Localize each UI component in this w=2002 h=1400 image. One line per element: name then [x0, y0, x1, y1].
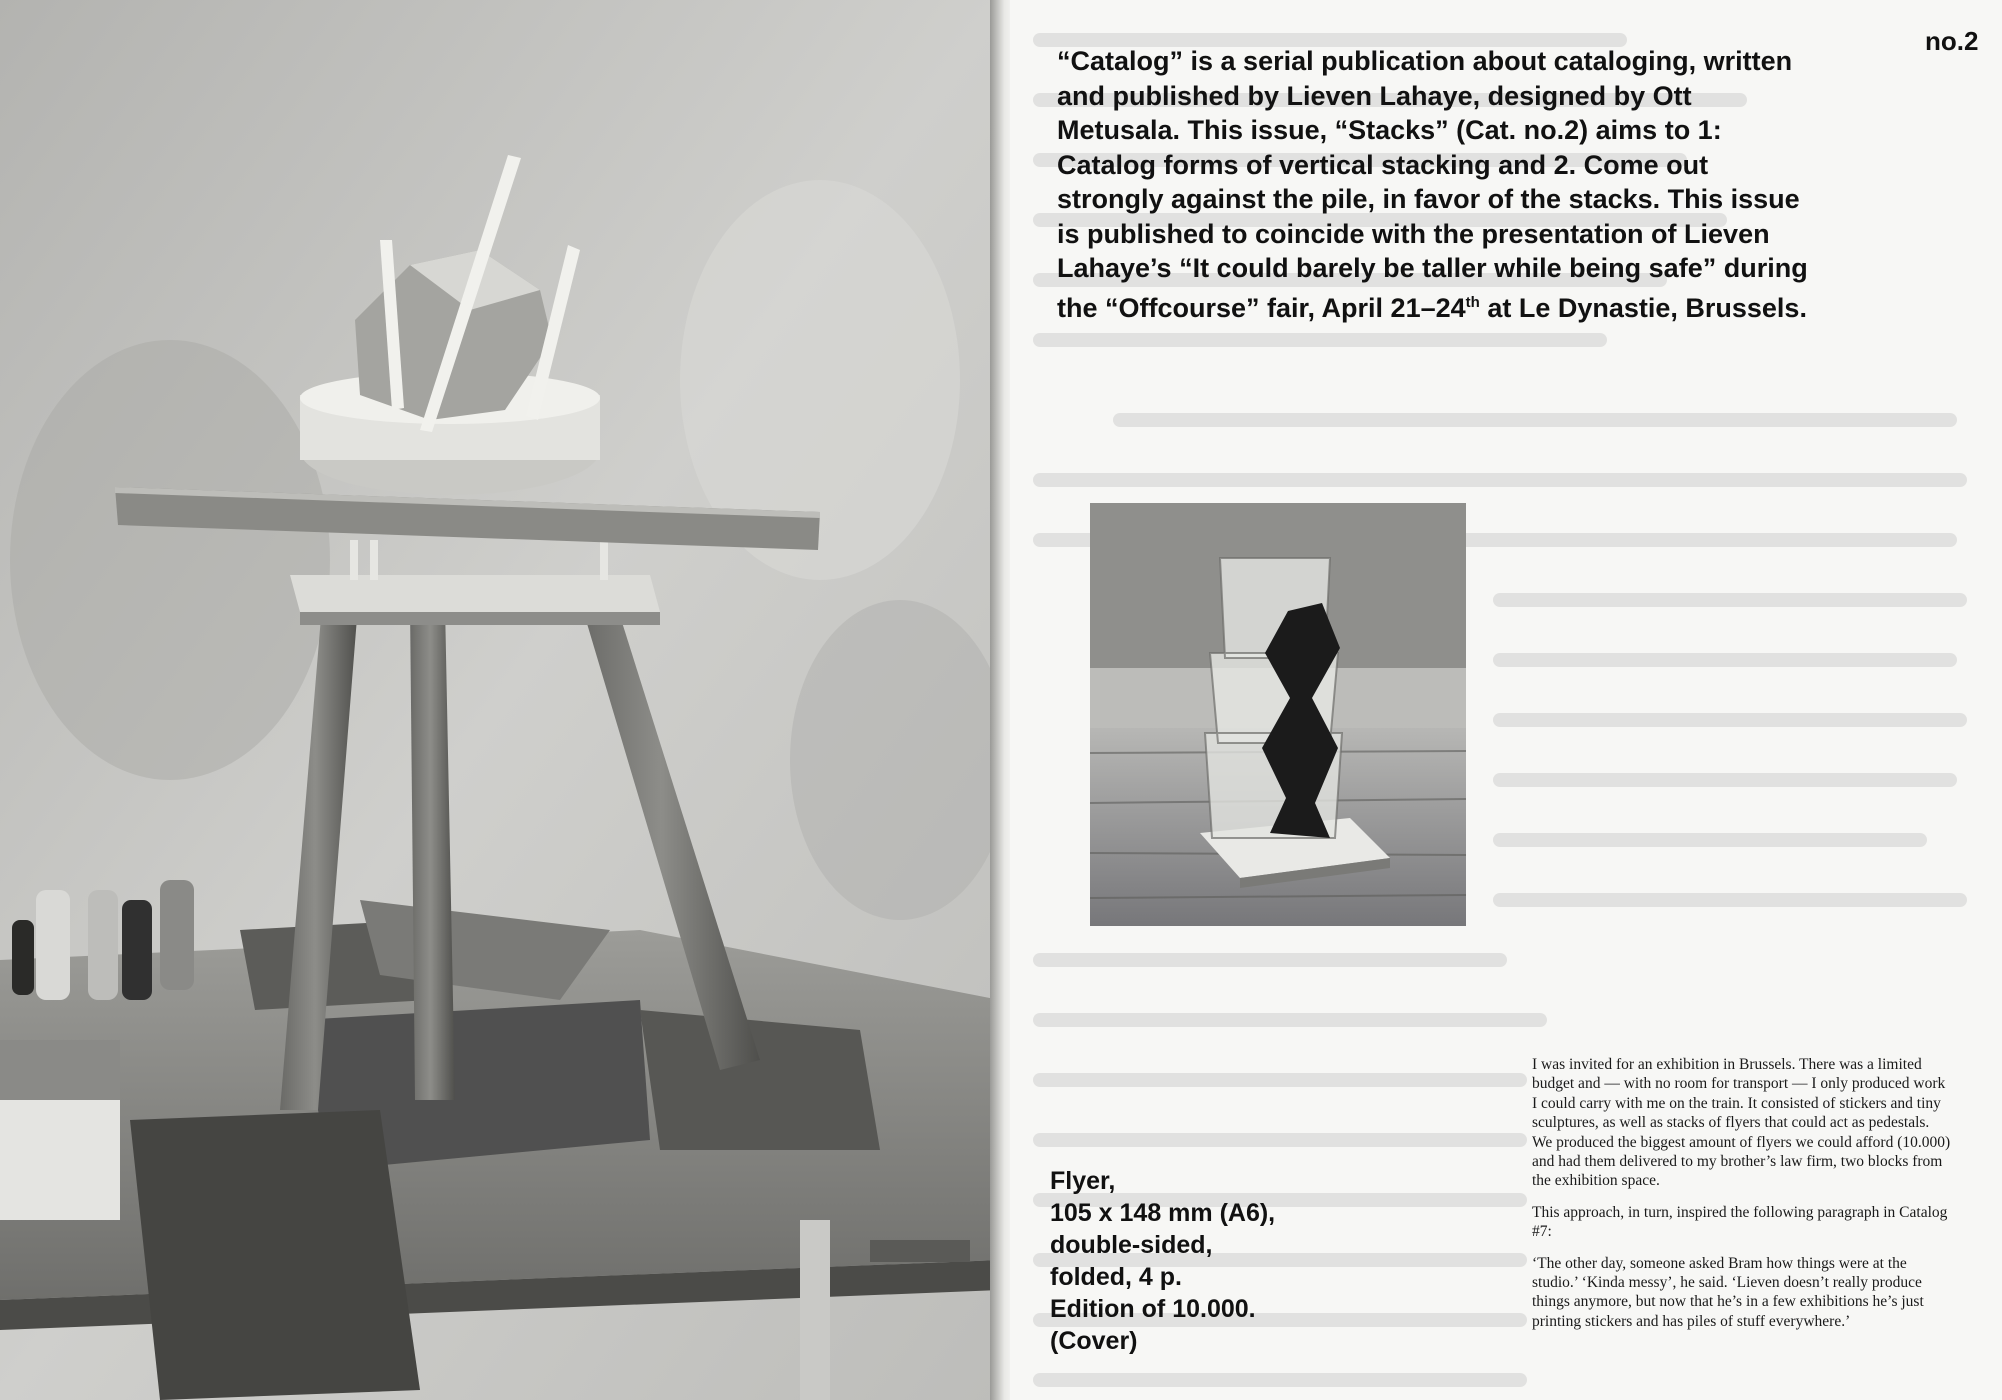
- intro-text: “Catalog” is a serial publication about cataloging, written and published by Lieven Lahaye, designed by Ott Metusala. This issue, “Stacks” (Cat. no.2) aims to 1: Catalog forms of vertical stacking and 2. Come out strongly against the pile, in favor of the stacks. This issue is published to coincide with the presentation of Lieven Lahaye’s “It could barely be taller while being safe” during the “Offcourse” fair, April 21–24: [1057, 46, 1808, 323]
- flyer-caption: [1050, 1165, 1350, 1357]
- stool-sculpture-photo: [0, 0, 1000, 1400]
- body-text-column: [1532, 1055, 1952, 1343]
- body-paragraph: ‘The other day, someone asked Bram how things were at the studio.’ ‘Kinda messy’, he said. ‘Lieven doesn’t really produce things anymore, but now that he’s in a few exhibitions he’s just printing stickers and has piles of stuff everywhere.’: [1532, 1254, 1924, 1330]
- caption-line: (Cover): [1050, 1327, 1138, 1355]
- caption-line: Flyer,: [1050, 1167, 1116, 1195]
- caption-line: double-sided,: [1050, 1231, 1213, 1259]
- body-paragraph: I was invited for an exhibition in Brussels. There was a limited budget and — with no room for transport — I only produced work I could carry with me on the train. It consisted of stickers and tiny sculptures, as well as stacks of flyers that could act as pedestals. We produced the biggest amount of flyers we could afford (10.000) and had them delivered to my brother’s law firm, two blocks from the exhibition space.: [1532, 1056, 1951, 1190]
- body-paragraph: This approach, in turn, inspired the following paragraph in Catalog #7:: [1532, 1203, 1948, 1241]
- intro-ordinal-suffix: th: [1465, 293, 1480, 311]
- left-page-photo: [0, 0, 1000, 1400]
- intro-paragraph: [1057, 44, 1817, 325]
- caption-line: Edition of 10.000.: [1050, 1295, 1256, 1323]
- caption-line: folded, 4 p.: [1050, 1263, 1182, 1291]
- intro-text-end: at Le Dynastie, Brussels.: [1479, 292, 1807, 323]
- caption-line: 105 x 148 mm (A6),: [1050, 1199, 1276, 1227]
- issue-number: no.2: [1925, 26, 1979, 56]
- glass-stack-photo: [1090, 503, 1466, 926]
